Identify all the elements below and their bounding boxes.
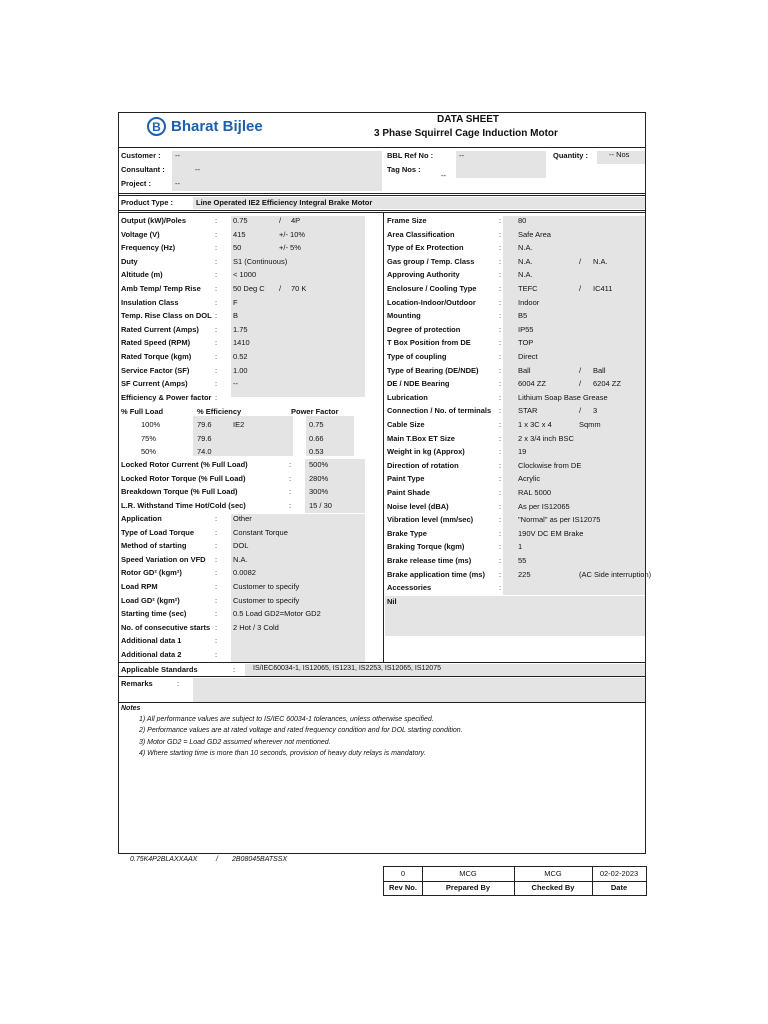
spec-colon: : — [215, 582, 218, 591]
spec-value: DOL — [233, 541, 249, 551]
product-type-value: Line Operated IE2 Efficiency Integral Brake Motor — [196, 198, 373, 207]
notes-title: Notes — [121, 705, 141, 712]
spec-colon: : — [499, 284, 502, 293]
spec-extra: / — [579, 365, 582, 375]
spec-label: Braking Torque (kgm) — [387, 542, 465, 552]
prepared-by-value: MCG — [459, 869, 477, 878]
spec-colon: : — [499, 556, 502, 565]
ref-code: 2B08045BATSSX — [232, 856, 288, 863]
spec-colon: : — [215, 514, 218, 523]
spec-value: 1.75 — [233, 324, 248, 334]
spec-colon: : — [499, 460, 502, 470]
spec-value: 415 — [233, 229, 246, 239]
spec-value: Customer to specify — [233, 595, 300, 605]
spec-value: F — [233, 297, 238, 307]
spec-colon: : — [215, 527, 218, 537]
spec-label: Additional data 1 — [121, 636, 182, 646]
spec-label: Voltage (V) — [121, 229, 160, 239]
spec-colon: : — [289, 500, 292, 510]
spec-colon: : — [499, 392, 502, 402]
spec-value: S1 (Continuous) — [233, 256, 288, 266]
spec-label: Main T.Box ET Size — [387, 433, 455, 443]
spec-value: 0.0082 — [233, 568, 256, 578]
spec-colon: : — [289, 473, 292, 483]
spec-extra: (AC Side interruption) — [579, 569, 652, 579]
spec-colon: : — [499, 569, 502, 579]
spec-value: 15 / 30 — [309, 500, 332, 510]
spec-colon: : — [499, 270, 502, 280]
spec-label: Enclosure / Cooling Type — [387, 284, 477, 293]
spec-extra: +/- 10% — [279, 229, 306, 239]
pf-value: 0.53 — [309, 447, 324, 457]
spec-label: Location-Indoor/Outdoor — [387, 297, 476, 307]
spec-label: Noise level (dBA) — [387, 501, 449, 511]
spec-colon: : — [499, 338, 502, 348]
prepared-by-label: Prepared By — [445, 883, 491, 892]
spec-extra: / — [579, 379, 582, 389]
spec-colon: : — [215, 284, 218, 293]
spec-colon: : — [215, 352, 218, 361]
spec-label: L.R. Withstand Time Hot/Cold (sec) — [121, 500, 246, 510]
spec-label: Rated Current (Amps) — [121, 324, 199, 334]
spec-label: Nil — [387, 596, 397, 606]
spec-colon: : — [499, 229, 502, 239]
spec-value: -- — [233, 379, 238, 389]
standards-colon: : — [233, 665, 236, 674]
spec-extra2: 70 K — [291, 284, 307, 293]
standards-value: IS/IEC60034-1, IS12065, IS1231, IS2253, IS12065, IS12075 — [253, 665, 441, 672]
spec-label: Starting time (sec) — [121, 609, 187, 619]
spec-value: 300% — [309, 487, 329, 497]
note-2: 2) Performance values are at rated voltage and rated frequency condition and for DOL starting condition. — [139, 727, 463, 734]
spec-value: As per IS12065 — [518, 501, 570, 511]
spec-label: Temp. Rise Class on DOL — [121, 311, 212, 321]
spec-label: Vibration level (mm/sec) — [387, 515, 474, 525]
eff-header-efficiency: % Efficiency — [197, 407, 242, 416]
spec-value: N.A. — [518, 270, 533, 280]
spec-value: 50 Deg C — [233, 284, 265, 293]
spec-value: 55 — [518, 556, 527, 565]
spec-extra: / — [279, 284, 282, 293]
eff-value: 74.0 — [197, 447, 212, 457]
spec-label: Amb Temp/ Temp Rise — [121, 284, 201, 293]
spec-value: Lithium Soap Base Grease — [518, 392, 608, 402]
bbl-ref-value: -- — [459, 151, 464, 160]
eff-header-pf: Power Factor — [291, 407, 339, 416]
spec-label: Brake Type — [387, 528, 427, 538]
spec-colon: : — [215, 216, 218, 225]
spec-value: B — [233, 311, 239, 321]
spec-colon: : — [215, 568, 218, 578]
spec-colon: : — [215, 609, 218, 619]
spec-value: N.A. — [518, 256, 533, 266]
spec-colon: : — [215, 541, 218, 551]
note-4: 4) Where starting time is more than 10 seconds, provision of heavy duty relays is mandatory. — [139, 750, 426, 757]
spec-label: Paint Type — [387, 474, 425, 484]
spec-colon: : — [499, 474, 502, 484]
standards-label: Applicable Standards — [121, 665, 198, 674]
spec-label: Type of coupling — [387, 352, 447, 361]
spec-value: Clockwise from DE — [518, 460, 582, 470]
spec-colon: : — [499, 297, 502, 307]
spec-colon: : — [499, 324, 502, 334]
spec-value: Constant Torque — [233, 527, 288, 537]
spec-colon: : — [215, 229, 218, 239]
code-separator: / — [216, 856, 218, 863]
spec-value: 6004 ZZ — [518, 379, 546, 389]
spec-extra: +/- 5% — [279, 243, 301, 253]
spec-label: Rotor GD² (kgm²) — [121, 568, 182, 578]
revision-table — [383, 866, 647, 896]
spec-value: 2 x 3/4 inch BSC — [518, 433, 574, 443]
spec-extra2: 4P — [291, 216, 301, 225]
spec-colon: : — [215, 595, 218, 605]
spec-label: Accessories — [387, 583, 432, 593]
spec-colon: : — [499, 528, 502, 538]
model-code: 0.75K4P2BLAXXAAX — [130, 856, 198, 863]
spec-label: Additional data 2 — [121, 650, 182, 659]
quantity-label: Quantity : — [553, 151, 588, 160]
spec-colon: : — [499, 406, 502, 416]
project-label: Project : — [121, 179, 152, 188]
spec-label: DE / NDE Bearing — [387, 379, 450, 389]
spec-label: Insulation Class — [121, 297, 179, 307]
spec-label: Brake application time (ms) — [387, 569, 485, 579]
remarks-label: Remarks — [121, 679, 153, 688]
spec-value: 1 — [518, 542, 523, 552]
spec-extra: / — [279, 216, 282, 225]
spec-colon: : — [215, 554, 218, 564]
spec-label: Type of Bearing (DE/NDE) — [387, 365, 479, 375]
spec-label: Rated Torque (kgm) — [121, 352, 192, 361]
project-value: -- — [175, 179, 180, 188]
eff-load: 50% — [141, 447, 157, 457]
eff-value: 79.6 — [197, 433, 212, 443]
spec-extra2: Ball — [593, 365, 606, 375]
spec-label: Lubrication — [387, 392, 428, 402]
eff-header-load: % Full Load — [121, 407, 164, 416]
spec-colon: : — [215, 636, 218, 646]
checked-by-value: MCG — [544, 869, 562, 878]
rev-no-label: Rev No. — [389, 883, 417, 892]
spec-value: STAR — [518, 406, 538, 416]
spec-value: 2 Hot / 3 Cold — [233, 622, 279, 632]
spec-colon: : — [499, 542, 502, 552]
spec-label: T Box Position from DE — [387, 338, 471, 348]
spec-extra2: N.A. — [593, 256, 608, 266]
spec-label: Cable Size — [387, 420, 425, 429]
spec-label: Locked Rotor Torque (% Full Load) — [121, 473, 246, 483]
spec-colon: : — [215, 622, 218, 632]
spec-extra2: 6204 ZZ — [593, 379, 621, 389]
spec-label: Application — [121, 514, 162, 523]
spec-colon: : — [215, 379, 218, 389]
spec-colon: : — [499, 243, 502, 253]
spec-extra2: 3 — [593, 406, 598, 416]
spec-label: Locked Rotor Current (% Full Load) — [121, 460, 248, 469]
sheet-title: DATA SHEET — [437, 114, 500, 125]
spec-value: 50 — [233, 243, 242, 253]
pf-value: 0.75 — [309, 420, 324, 429]
spec-value: 1 x 3C x 4 — [518, 420, 552, 429]
consultant-value: -- — [195, 165, 200, 174]
spec-value: Direct — [518, 352, 538, 361]
spec-label: Connection / No. of terminals — [387, 406, 492, 416]
note-3: 3) Motor GD2 = Load GD2 assumed wherever not mentioned. — [139, 739, 331, 746]
spec-colon: : — [215, 311, 218, 321]
spec-colon: : — [215, 650, 218, 659]
spec-colon: : — [499, 379, 502, 389]
spec-value: Other — [233, 514, 252, 523]
spec-colon: : — [215, 256, 218, 266]
spec-colon: : — [289, 487, 292, 497]
spec-label: Breakdown Torque (% Full Load) — [121, 487, 238, 497]
spec-extra: / — [579, 406, 582, 416]
spec-label: SF Current (Amps) — [121, 379, 188, 389]
spec-label: Service Factor (SF) — [121, 365, 190, 375]
spec-label: Area Classification — [387, 229, 455, 239]
consultant-label: Consultant : — [121, 165, 165, 174]
spec-value: 19 — [518, 447, 527, 457]
eff-load: 100% — [141, 420, 161, 429]
spec-value: TEFC — [518, 284, 538, 293]
spec-label: Mounting — [387, 311, 421, 321]
spec-value: Indoor — [518, 297, 540, 307]
spec-label: Duty — [121, 256, 138, 266]
note-1: 1) All performance values are subject to IS/IEC 60034-1 tolerances, unless otherwise specified. — [139, 716, 434, 723]
spec-extra: / — [579, 284, 582, 293]
spec-value: IP55 — [518, 324, 534, 334]
spec-label: Frame Size — [387, 216, 427, 225]
spec-value: TOP — [518, 338, 534, 348]
spec-value: 500% — [309, 460, 329, 469]
spec-value: Safe Area — [518, 229, 551, 239]
date-label: Date — [610, 883, 628, 892]
spec-colon: : — [215, 243, 218, 253]
tag-nos-label: Tag Nos : — [387, 165, 421, 174]
spec-label: Type of Ex Protection — [387, 243, 464, 253]
spec-value: 225 — [518, 569, 531, 579]
eff-class: IE2 — [233, 420, 245, 429]
spec-value: 0.5 Load GD2=Motor GD2 — [233, 609, 321, 619]
spec-value: < 1000 — [233, 270, 257, 280]
spec-colon: : — [215, 338, 218, 348]
spec-value: N.A. — [518, 243, 533, 253]
spec-value: 1.00 — [233, 365, 248, 375]
spec-label: Method of starting — [121, 541, 187, 551]
spec-colon: : — [499, 515, 502, 525]
data-sheet — [118, 112, 652, 854]
spec-colon: : — [215, 297, 218, 307]
bbl-ref-label: BBL Ref No : — [387, 151, 434, 160]
spec-value: Acrylic — [518, 474, 541, 484]
spec-colon: : — [215, 270, 218, 280]
spec-label: Output (kW)/Poles — [121, 216, 186, 225]
spec-value: RAL 5000 — [518, 488, 552, 497]
spec-label: Brake release time (ms) — [387, 556, 472, 565]
customer-label: Customer : — [121, 151, 161, 160]
spec-extra: Sqmm — [579, 420, 601, 429]
remarks-colon: : — [177, 679, 180, 688]
spec-colon: : — [215, 365, 218, 375]
spec-value: "Normal" as per IS12075 — [518, 515, 601, 525]
spec-colon: : — [499, 256, 502, 266]
spec-colon: : — [499, 501, 502, 511]
spec-colon: : — [499, 352, 502, 361]
spec-colon: : — [499, 365, 502, 375]
spec-label: Altitude (m) — [121, 270, 163, 280]
eff-load: 75% — [141, 433, 157, 443]
spec-value: 190V DC EM Brake — [518, 528, 584, 538]
spec-value: 280% — [309, 473, 329, 483]
logo-icon: B — [147, 117, 166, 136]
spec-extra: / — [579, 256, 582, 266]
spec-colon: : — [499, 583, 502, 593]
spec-label: Load RPM — [121, 582, 158, 591]
spec-value: Ball — [518, 365, 531, 375]
rev-no-value: 0 — [400, 869, 406, 878]
eff-value: 79.6 — [197, 420, 212, 429]
spec-label: Paint Shade — [387, 488, 430, 497]
spec-extra2: IC411 — [593, 284, 613, 293]
company-name: Bharat Bijlee — [171, 118, 263, 135]
spec-label: Degree of protection — [387, 324, 461, 334]
spec-colon: : — [215, 324, 218, 334]
spec-label: Efficiency & Power factor — [121, 392, 212, 402]
spec-colon: : — [499, 447, 502, 457]
spec-label: Weight in kg (Approx) — [387, 447, 465, 457]
sheet-subtitle: 3 Phase Squirrel Cage Induction Motor — [374, 128, 558, 139]
customer-value: -- — [175, 151, 180, 160]
spec-label: Approving Authority — [387, 270, 460, 280]
spec-label: Load GD² (kgm²) — [121, 595, 180, 605]
spec-colon: : — [499, 433, 502, 443]
spec-label: Type of Load Torque — [121, 527, 195, 537]
date-value: 02-02-2023 — [599, 869, 639, 878]
spec-label: Direction of rotation — [387, 460, 459, 470]
spec-value: B5 — [518, 311, 528, 321]
spec-colon: : — [499, 420, 502, 429]
spec-colon: : — [499, 216, 502, 225]
spec-colon: : — [499, 488, 502, 497]
spec-label: No. of consecutive starts — [121, 622, 211, 632]
spec-value: 80 — [518, 216, 527, 225]
spec-label: Frequency (Hz) — [121, 243, 176, 253]
spec-label: Gas group / Temp. Class — [387, 256, 475, 266]
spec-value: 0.52 — [233, 352, 248, 361]
pf-value: 0.66 — [309, 433, 324, 443]
spec-value: 0.75 — [233, 216, 248, 225]
spec-label: Rated Speed (RPM) — [121, 338, 191, 348]
spec-label: Speed Variation on VFD — [121, 554, 206, 564]
tag-nos-value: -- — [441, 171, 446, 180]
spec-colon: : — [289, 460, 292, 469]
product-type-label: Product Type : — [121, 198, 173, 207]
spec-colon: : — [499, 311, 502, 321]
spec-colon: : — [215, 392, 218, 402]
spec-value: 1410 — [233, 338, 250, 348]
spec-value: Customer to specify — [233, 582, 300, 591]
checked-by-label: Checked By — [531, 883, 575, 892]
quantity-value: -- Nos — [609, 150, 630, 159]
spec-value: N.A. — [233, 554, 248, 564]
